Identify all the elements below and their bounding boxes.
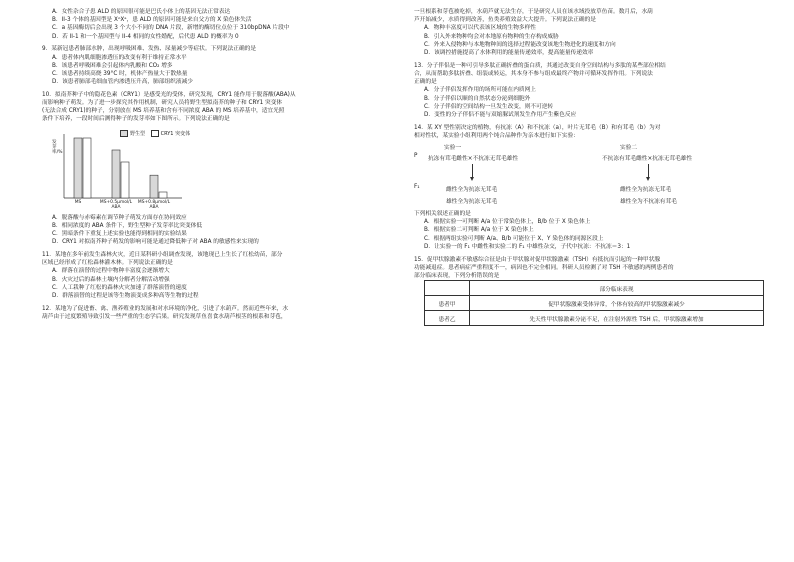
chart-x-label-1: MS+0.5μmol/L ABA: [99, 199, 133, 210]
q13-stem-line2: 合，从而帮助多肽折叠、组装或转运，其本身不参与组成最终产物并可循环发挥作用。下列说法: [414, 70, 653, 77]
experiment2-f1-female: 雌性全为抗冻无茸毛: [620, 187, 672, 194]
q14-option-c: C．根据两组实验可判断 A/a、B/b 可能位于 X、Y 染色体的同源区段上: [424, 235, 604, 242]
q12-option-b: B．引入外来物种均会对本地原有物种的生存构成威胁: [424, 33, 559, 40]
chart-bar-mutant-0: [83, 138, 91, 198]
chart-bar-wild-0: [74, 138, 82, 198]
chart-bar-mutant-2: [159, 192, 167, 198]
genetics-cross-diagram: [414, 140, 774, 210]
q13-option-a: A．分子伴侣发挥作用的场所可能在内质网上: [424, 87, 536, 94]
q14-option-d: D．让实验一的 F₁ 中雌性和实验二的 F₁ 中雄性杂交，子代中抗冻：不抗冻＝3：1: [424, 243, 631, 250]
experiment2-f1-male: 雄性全为不抗冻有茸毛: [620, 199, 677, 206]
q12-option-d: D．该调控措施提高了水体利用的能量传递效率，提高能量传递效率: [424, 50, 594, 57]
experiment2-arrow: [648, 164, 649, 178]
q13-stem-line1: 13．分子伴侣是一种可引导多肽正确折叠的蛋白质，其通过改变自身空间结构与多肽的某些部位相结: [414, 62, 666, 69]
q9-option-d: D．该患者肺部毛细血管内渗透压升高，肺部组织液减少: [52, 79, 193, 86]
q10-option-c: C．黑暗条件下重复上述实验也能得到相同的实验结果: [52, 231, 187, 238]
q14-option-b: B．根据实验二可判断 A/a 位于 X 染色体上: [424, 227, 534, 234]
q14-stem-line2: 相对性状，某实验小组利用两个纯合品种作为亲本进行如下实验：: [414, 132, 579, 139]
q13-option-d: D．变性的分子伴侣不能与双缩脲试剂发生作用产生紫色反应: [424, 111, 577, 118]
table-header-row: [425, 281, 764, 296]
f1-generation-label: F₁: [414, 184, 420, 191]
q9-option-a: A．患者体内肌细胞渗透压的改变有利于维持正常水平: [52, 54, 187, 61]
legend-label-mutant: CRY1 突变体: [160, 130, 191, 137]
q15-stem-line2: 功能减退症。患者病症严重程度不一，病因也不完全相同。科研人员检测了对 TSH 不敏感的两例患者的: [414, 264, 674, 271]
q8-option-d: D．若 II-1 和一个基因型与 II-4 相同的女性婚配，后代患 ALD 的概率为 0: [52, 33, 239, 40]
experiment2-parents: 不抗冻有茸毛雌性×抗冻无茸毛雄性: [602, 156, 693, 163]
q11-option-d: D．群落演替的过程是该等生物演变成多种高等生物的过程: [52, 292, 199, 299]
q10-option-b: B．相同浓度的 ABA 条件下，野生型种子发芽率比突变体低: [52, 222, 203, 229]
chart-y-label: 发芽率/%: [52, 139, 63, 155]
experiment2-title: 实验二: [620, 145, 638, 152]
q9-option-b: B．该患者呼吸困难会引起体内乳酸和 CO₂ 增多: [52, 62, 173, 69]
chart-bar-mutant-1: [121, 162, 129, 198]
q11-stem-line1: 11．某地在多年前发生森林火灾，近日某科研小组调查发现，该地现已上生长了红松幼苗，部分: [42, 251, 283, 258]
q11-stem-line2: 区域已经形成了红松森林灌木林。下列说法正确的是: [42, 260, 173, 267]
q14-option-a: A．根据实验一可判断 A/a 位于常染色体上，B/b 位于 X 染色体上: [424, 219, 591, 226]
legend-swatch-mutant: [151, 130, 159, 137]
q11-option-b: B．火灾过后的森林土壤内分解者分解活动增强: [52, 276, 170, 283]
table-header-empty: [425, 281, 470, 296]
q12-cont-line2: 芦开始减少，水质得到改善，鱼类养殖效益大大提升。下列说法正确的是: [414, 17, 596, 24]
table-cell-symptom: 先天性甲状腺激素分泌不足，在注射外源性 TSH 后，甲状腺激素增加: [470, 311, 764, 326]
q15-stem-line1: 15．促甲状腺激素不敏感综合征是由于甲状腺对促甲状腺激素（TSH）有抵抗而引起的一种甲状腺: [414, 256, 661, 263]
q10-stem-line4: 条件下培养，一段时间后测得种子的发芽率如下图所示。下列说法正确的是: [42, 116, 230, 123]
q10-option-d: D．CRY1 对拟南芥种子萌发的影响可能是通过降低种子对 ABA 的敏感性来实现的: [52, 239, 259, 246]
q8-option-b: B．II-3 个体的基因型是 XᴬXᵃ，患 ALD 的原因可能是来自父方的 X 染色体失活: [52, 17, 252, 24]
table-row: [425, 296, 764, 311]
table-cell-patient: 患者甲: [425, 296, 470, 311]
q12-stem-line1: 12．某地为了促进畜、禽、渔养殖业的发展和对水环境的净化，引进了水葫芦。然而近些年来，水: [42, 305, 289, 312]
experiment1-title: 实验一: [444, 145, 462, 152]
q10-stem-line3: (无法合成 CRY1)的种子，分别放在 MS 培养基和含有不同浓度 ABA 的 MS 培养基中，适宜光照: [42, 108, 285, 115]
q10-stem-line2: 而影响种子萌发。为了进一步探究其作用机制，研究人员将野生型拟南芥的种子和 CRY1 突变体: [42, 100, 283, 107]
q11-option-c: C．人工栽种了红松的森林火灾加速了群落演替的速度: [52, 284, 187, 291]
table-row: [425, 311, 764, 326]
q10-stem-line1: 10．拟南芥种子中的隐花色素（CRY1）是感受光的受体，研究发现，CRY1 能作用于脱落酸(ABA)从: [42, 91, 296, 98]
q13-option-c: C．分子伴侣的空间结构一旦发生改变，则不可逆转: [424, 103, 554, 110]
q10-option-a: A．脱落酸与赤霉素在调节种子萌发方面存在协同效应: [52, 214, 187, 221]
left-column: [42, 8, 402, 321]
q14-stem-line1: 14．某 XY 型性别决定的植物，有抗冻（A）和不抗冻（a），叶片无茸毛（B）和有茸毛（b）为对: [414, 124, 661, 131]
chart-x-label-0: MS: [74, 199, 82, 205]
table-cell-patient: 患者乙: [425, 311, 470, 326]
chart-bar-wild-1: [112, 150, 120, 198]
parent-generation-label: P: [414, 153, 418, 160]
q11-option-a: A．群落在演替的过程中物种丰富度会逐渐增大: [52, 268, 170, 275]
experiment1-f1-female: 雌性全为抗冻无茸毛: [446, 187, 498, 194]
q8-option-a: A．女性杂合子患 ALD 的原因很可能是巴氏小体上的基因无法正常表达: [52, 9, 231, 15]
clinical-table: [424, 280, 764, 326]
experiment1-parents: 抗冻有茸毛雌性×不抗冻无茸毛雄性: [428, 156, 519, 163]
experiment1-arrow: [472, 164, 473, 178]
legend-swatch-wild: [120, 130, 128, 137]
q9-option-c: C．该患者持续高烧 39°C 时，机体产热量大于散热量: [52, 70, 188, 77]
q12-cont-line1: 一旦根系和芽苞被吃掉，水葫芦就无法生存，于是研究人员在该水域投放草鱼苗。数月后，水葫: [414, 9, 653, 15]
q13-stem-line3: 正确的是: [414, 79, 437, 86]
chart-bar-wild-2: [150, 175, 158, 198]
q12-option-c: C．外来入侵物种与本地物种间的选择过程能改变该地生物进化的速度和方向: [424, 41, 616, 48]
chart-legend: [120, 130, 190, 138]
chart-x-label-2: MS+0.8μmol/L ABA: [137, 199, 171, 210]
q12-option-a: A．物种丰富度可以代表该区域的生物多样性: [424, 25, 536, 32]
right-column: [414, 8, 774, 326]
q14-question: 下列相关叙述正确的是: [414, 211, 471, 218]
q9-stem: 9．某新冠患者肺部水肿，出现呼吸困难、发热、尿量减少等症状。下列说法正确的是: [42, 46, 257, 53]
germination-bar-chart: [52, 126, 212, 212]
experiment1-f1-male: 雄性全为抗冻无茸毛: [446, 199, 498, 206]
table-header-symptoms: 部分临床表现: [470, 281, 764, 296]
table-cell-symptom: 促甲状腺激素受体异常，个体有较高的甲状腺激素减少: [470, 296, 764, 311]
q13-option-b: B．分子伴侣以顺的自然状态分泌到细胞外: [424, 95, 531, 102]
legend-label-wild: 野生型: [130, 130, 146, 137]
q8-option-c: C．a 基因酶切后会出现 3 个大小不同的 DNA 片段，新增的酶切位点位于 310bpDNA 片段中: [52, 25, 290, 32]
q12-stem-line2: 葫芦由于过度繁殖导致引发一些严重的生态学后果。研究发现草鱼喜食水葫芦根茎的根系和芽苞，: [42, 313, 287, 320]
q15-stem-line3: 部分临床表现，下列分析错误的是: [414, 272, 500, 279]
